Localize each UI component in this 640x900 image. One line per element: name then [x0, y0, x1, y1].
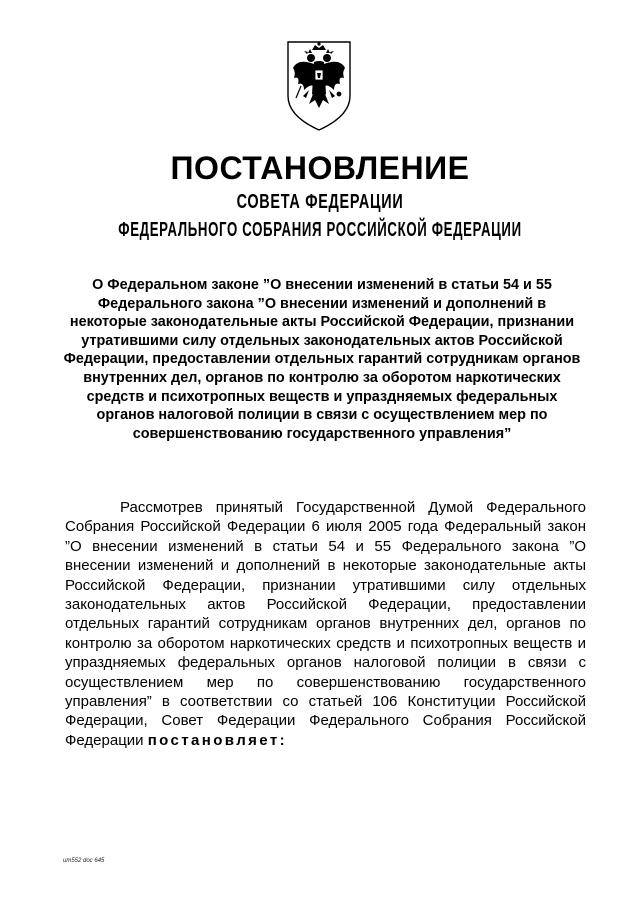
- footer-code: ит552 doc 645: [63, 858, 105, 864]
- document-title: ПОСТАНОВЛЕНИЕ: [170, 150, 470, 186]
- body-text: Рассмотрев принятый Государственной Думой Федерального Собрания Российской Федерации 6 июля 2005 года Федеральный закон ”О внесении изменений в статьи 54 и 55 Федерального закона ”О внесении изменений и дополнений в некоторые законодательные акты Российской Федерации, признании утратившими силу отдельных законодательных актов Российской Федерации, предоставлении отдельных гарантий сотрудникам органов внутренних дел, органов по контролю за оборотом наркотических средств и психотропных веществ и упраздняемых федеральных органов налоговой полиции в связи с осуществлением мер по совершенствованию государственного управления” в соответствии со статьей 106 Конституции Российской Федерации, Совет Федерации Федерального Собрания Российской Федерации: [65, 499, 586, 749]
- document-subject: О Федеральном законе ”О внесении изменений в статьи 54 и 55 Федерального закона ”О внесении изменений и дополнений в некоторые законодательные акты Российской Федерации, признании утратившими силу отдельных законодательных актов Российской Федерации, предоставлении отдельных гарантий сотрудникам органов внутренних дел, органов по контролю за оборотом наркотических средств и психотропных веществ и упраздняемых федеральных органов налоговой полиции в связи с осуществлением мер по совершенствованию государственного управления”: [63, 277, 581, 442]
- body-paragraph: [65, 498, 586, 750]
- resolution-verb: постановляет:: [147, 731, 287, 749]
- issuer-line-2: ФЕДЕРАЛЬНОГО СОБРАНИЯ РОССИЙСКОЙ ФЕДЕРАЦИИ: [118, 219, 522, 241]
- coat-of-arms-icon: [284, 38, 354, 132]
- issuer-line-1: СОВЕТА ФЕДЕРАЦИИ: [236, 191, 404, 213]
